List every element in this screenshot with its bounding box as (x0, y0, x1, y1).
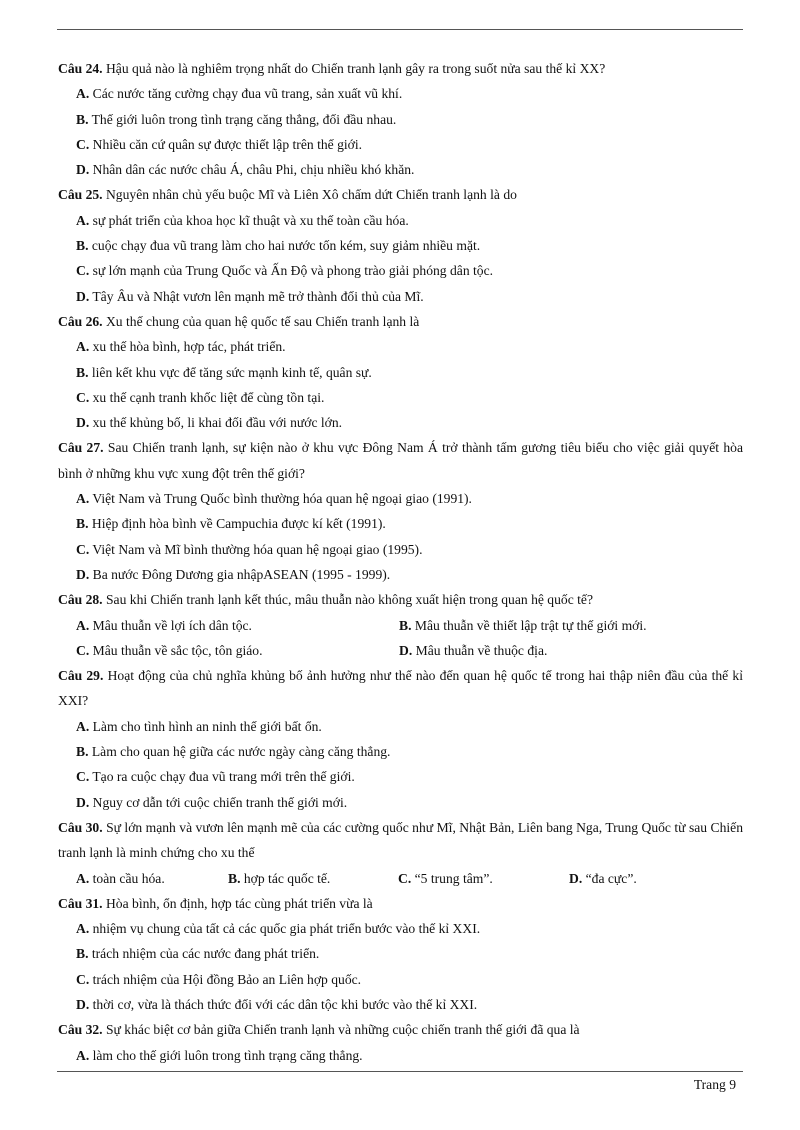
question-text: Hòa bình, ổn định, hợp tác cùng phát triển vừa là (105, 895, 373, 911)
question-32 (58, 1017, 743, 1042)
option-letter: A. (76, 718, 90, 734)
option-text: xu thế khủng bố, li khai đối đầu với nước lớn. (92, 415, 343, 431)
option-27-d (58, 562, 743, 587)
option-text: “5 trung tâm”. (414, 870, 493, 886)
option-31-c (58, 967, 743, 992)
option-text: xu thế cạnh tranh khốc liệt để cùng tồn tại. (92, 389, 325, 405)
option-text: liên kết khu vực để tăng sức mạnh kinh tế, quân sự. (91, 364, 372, 380)
option-text: Làm cho quan hệ giữa các nước ngày càng căng thẳng. (91, 744, 391, 760)
option-text: “đa cực”. (585, 870, 637, 886)
option-letter: C. (76, 263, 90, 279)
option-text: Ba nước Đông Dương gia nhậpASEAN (1995 - 1999). (92, 566, 391, 582)
option-letter: A. (76, 339, 90, 355)
option-letter: B. (76, 238, 89, 254)
question-number: Câu 25. (58, 187, 103, 203)
option-25-c (58, 258, 743, 283)
option-letter: D. (76, 288, 90, 304)
option-letter: D. (76, 566, 90, 582)
option-text: Hiệp định hòa bình về Campuchia được kí kết (1991). (91, 516, 386, 532)
option-text: trách nhiệm của Hội đồng Bảo an Liên hợp quốc. (92, 971, 362, 987)
question-text: Xu thế chung của quan hệ quốc tế sau Chiến tranh lạnh là (105, 313, 420, 329)
question-24 (58, 56, 743, 81)
option-letter: C. (76, 769, 90, 785)
option-24-d (58, 157, 743, 182)
option-24-b (58, 107, 743, 132)
header-rule (57, 29, 743, 30)
option-28-b (399, 613, 722, 638)
option-letter: D. (76, 996, 90, 1012)
question-28 (58, 587, 743, 612)
footer-rule (57, 1071, 743, 1072)
option-letter: A. (76, 86, 90, 102)
option-text: Mâu thuẫn về thuộc địa. (415, 642, 548, 658)
option-text: Việt Nam và Mĩ bình thường hóa quan hệ ngoại giao (1995). (92, 541, 423, 557)
option-text: Thế giới luôn trong tình trạng căng thẳng, đối đầu nhau. (91, 111, 397, 127)
question-number: Câu 26. (58, 313, 103, 329)
option-letter: B. (76, 111, 89, 127)
question-number: Câu 29. (58, 668, 104, 684)
option-24-c (58, 132, 743, 157)
option-letter: C. (76, 136, 90, 152)
question-text: Hoạt động của chủ nghĩa khủng bố ảnh hưởng như thế nào đến quan hệ quốc tế trong hai thập niên đầu của thế kỉ XXI? (58, 668, 743, 709)
option-text: hợp tác quốc tế. (243, 870, 331, 886)
option-text: Tây Âu và Nhật vươn lên mạnh mẽ trở thành đối thủ của Mĩ. (92, 288, 424, 304)
option-28-a (76, 613, 399, 638)
option-text: toàn cầu hóa. (92, 870, 165, 886)
option-letter: D. (569, 870, 583, 886)
option-27-a (58, 486, 743, 511)
option-29-a (58, 714, 743, 739)
option-text: Mâu thuẫn về lợi ích dân tộc. (92, 617, 252, 633)
question-text: Hậu quả nào là nghiêm trọng nhất do Chiến tranh lạnh gây ra trong suốt nửa sau thế kỉ XX? (105, 61, 606, 76)
option-text: Mâu thuẫn về sắc tộc, tôn giáo. (92, 642, 263, 658)
option-24-a (58, 81, 743, 106)
question-27 (58, 435, 743, 486)
option-letter: A. (76, 617, 90, 633)
option-29-b (58, 739, 743, 764)
question-number: Câu 31. (58, 895, 103, 911)
option-row (58, 613, 743, 638)
option-25-b (58, 233, 743, 258)
option-letter: C. (76, 541, 90, 557)
option-text: Tạo ra cuộc chạy đua vũ trang mới trên thế giới. (92, 769, 355, 785)
question-number: Câu 30. (58, 819, 103, 835)
option-25-d (58, 284, 743, 309)
option-27-c (58, 537, 743, 562)
option-letter: C. (76, 642, 90, 658)
option-letter: A. (76, 921, 90, 937)
option-text: xu thế hòa bình, hợp tác, phát triển. (92, 339, 286, 355)
option-27-b (58, 511, 743, 536)
option-row (58, 638, 743, 663)
option-text: Nguy cơ dẫn tới cuộc chiến tranh thế giới mới. (92, 794, 348, 810)
option-text: Mâu thuẫn về thiết lập trật tự thế giới mới. (414, 617, 647, 633)
option-text: làm cho thế giới luôn trong tình trạng căng thẳng. (92, 1047, 363, 1063)
option-text: sự phát triển của khoa học kĩ thuật và xu thế toàn cầu hóa. (92, 212, 409, 228)
option-letter: D. (76, 415, 90, 431)
option-letter: B. (228, 870, 241, 886)
option-text: thời cơ, vừa là thách thức đối với các dân tộc khi bước vào thế kỉ XXI. (92, 996, 478, 1012)
option-letter: A. (76, 870, 90, 886)
option-letter: A. (76, 1047, 90, 1063)
option-letter: D. (76, 794, 90, 810)
page-number: Trang 9 (693, 1077, 736, 1092)
option-letter: C. (398, 870, 412, 886)
option-letter: B. (76, 946, 89, 962)
option-28-c (76, 638, 399, 663)
question-number: Câu 24. (58, 61, 103, 76)
question-text: Sự lớn mạnh và vươn lên mạnh mẽ của các cường quốc như Mĩ, Nhật Bản, Liên bang Nga, Trung Quốc từ sau Chiến tranh lạnh là minh chứng cho xu thế (58, 819, 743, 861)
option-text: Làm cho tình hình an ninh thế giới bất ổn. (92, 718, 322, 734)
option-letter: B. (399, 617, 412, 633)
option-letter: A. (76, 212, 90, 228)
option-letter: A. (76, 491, 90, 507)
question-list (58, 56, 743, 1068)
question-number: Câu 27. (58, 440, 104, 456)
option-text: cuộc chạy đua vũ trang làm cho hai nước tốn kém, suy giảm nhiều mặt. (91, 238, 481, 254)
option-32-a (58, 1043, 743, 1068)
option-text: Nhân dân các nước châu Á, châu Phi, chịu nhiều khó khăn. (92, 162, 415, 178)
option-30-b (228, 866, 398, 891)
question-26 (58, 309, 743, 334)
option-text: sự lớn mạnh của Trung Quốc và Ấn Độ và phong trào giải phóng dân tộc. (92, 263, 494, 279)
option-letter: D. (399, 642, 413, 658)
question-text: Sau khi Chiến tranh lạnh kết thúc, mâu thuẫn nào không xuất hiện trong quan hệ quốc tế? (105, 592, 593, 608)
question-text: Nguyên nhân chủ yếu buộc Mĩ và Liên Xô chấm dứt Chiến tranh lạnh là do (105, 187, 517, 203)
option-29-d (58, 790, 743, 815)
question-30 (58, 815, 743, 866)
option-text: Việt Nam và Trung Quốc bình thường hóa quan hệ ngoại giao (1991). (92, 491, 472, 507)
option-letter: B. (76, 744, 89, 760)
option-letter: D. (76, 162, 90, 178)
option-31-a (58, 916, 743, 941)
option-26-c (58, 385, 743, 410)
question-25 (58, 182, 743, 207)
question-31 (58, 891, 743, 916)
question-number: Câu 28. (58, 592, 103, 608)
option-text: Nhiều căn cứ quân sự được thiết lập trên thế giới. (92, 136, 363, 152)
option-row (58, 866, 743, 891)
option-letter: C. (76, 971, 90, 987)
option-29-c (58, 764, 743, 789)
option-31-b (58, 941, 743, 966)
option-text: Các nước tăng cường chạy đua vũ trang, sản xuất vũ khí. (92, 86, 403, 102)
option-30-a (76, 866, 228, 891)
option-letter: B. (76, 364, 89, 380)
question-number: Câu 32. (58, 1022, 103, 1038)
option-28-d (399, 638, 722, 663)
option-letter: C. (76, 389, 90, 405)
question-29 (58, 663, 743, 714)
option-text: nhiệm vụ chung của tất cả các quốc gia phát triển bước vào thế kỉ XXI. (92, 921, 481, 937)
question-text: Sau Chiến tranh lạnh, sự kiện nào ở khu vực Đông Nam Á trở thành tấm gương tiêu biểu cho việc giải quyết hòa bình ở những khu vực xung đột trên thế giới? (58, 440, 743, 481)
question-text: Sự khác biệt cơ bản giữa Chiến tranh lạnh và những cuộc chiến tranh thế giới đã qua là (105, 1022, 580, 1038)
option-25-a (58, 208, 743, 233)
option-26-a (58, 334, 743, 359)
option-30-d (569, 866, 637, 891)
option-letter: B. (76, 516, 89, 532)
option-26-d (58, 410, 743, 435)
option-30-c (398, 866, 569, 891)
option-text: trách nhiệm của các nước đang phát triển. (91, 946, 320, 962)
option-26-b (58, 360, 743, 385)
option-31-d (58, 992, 743, 1017)
